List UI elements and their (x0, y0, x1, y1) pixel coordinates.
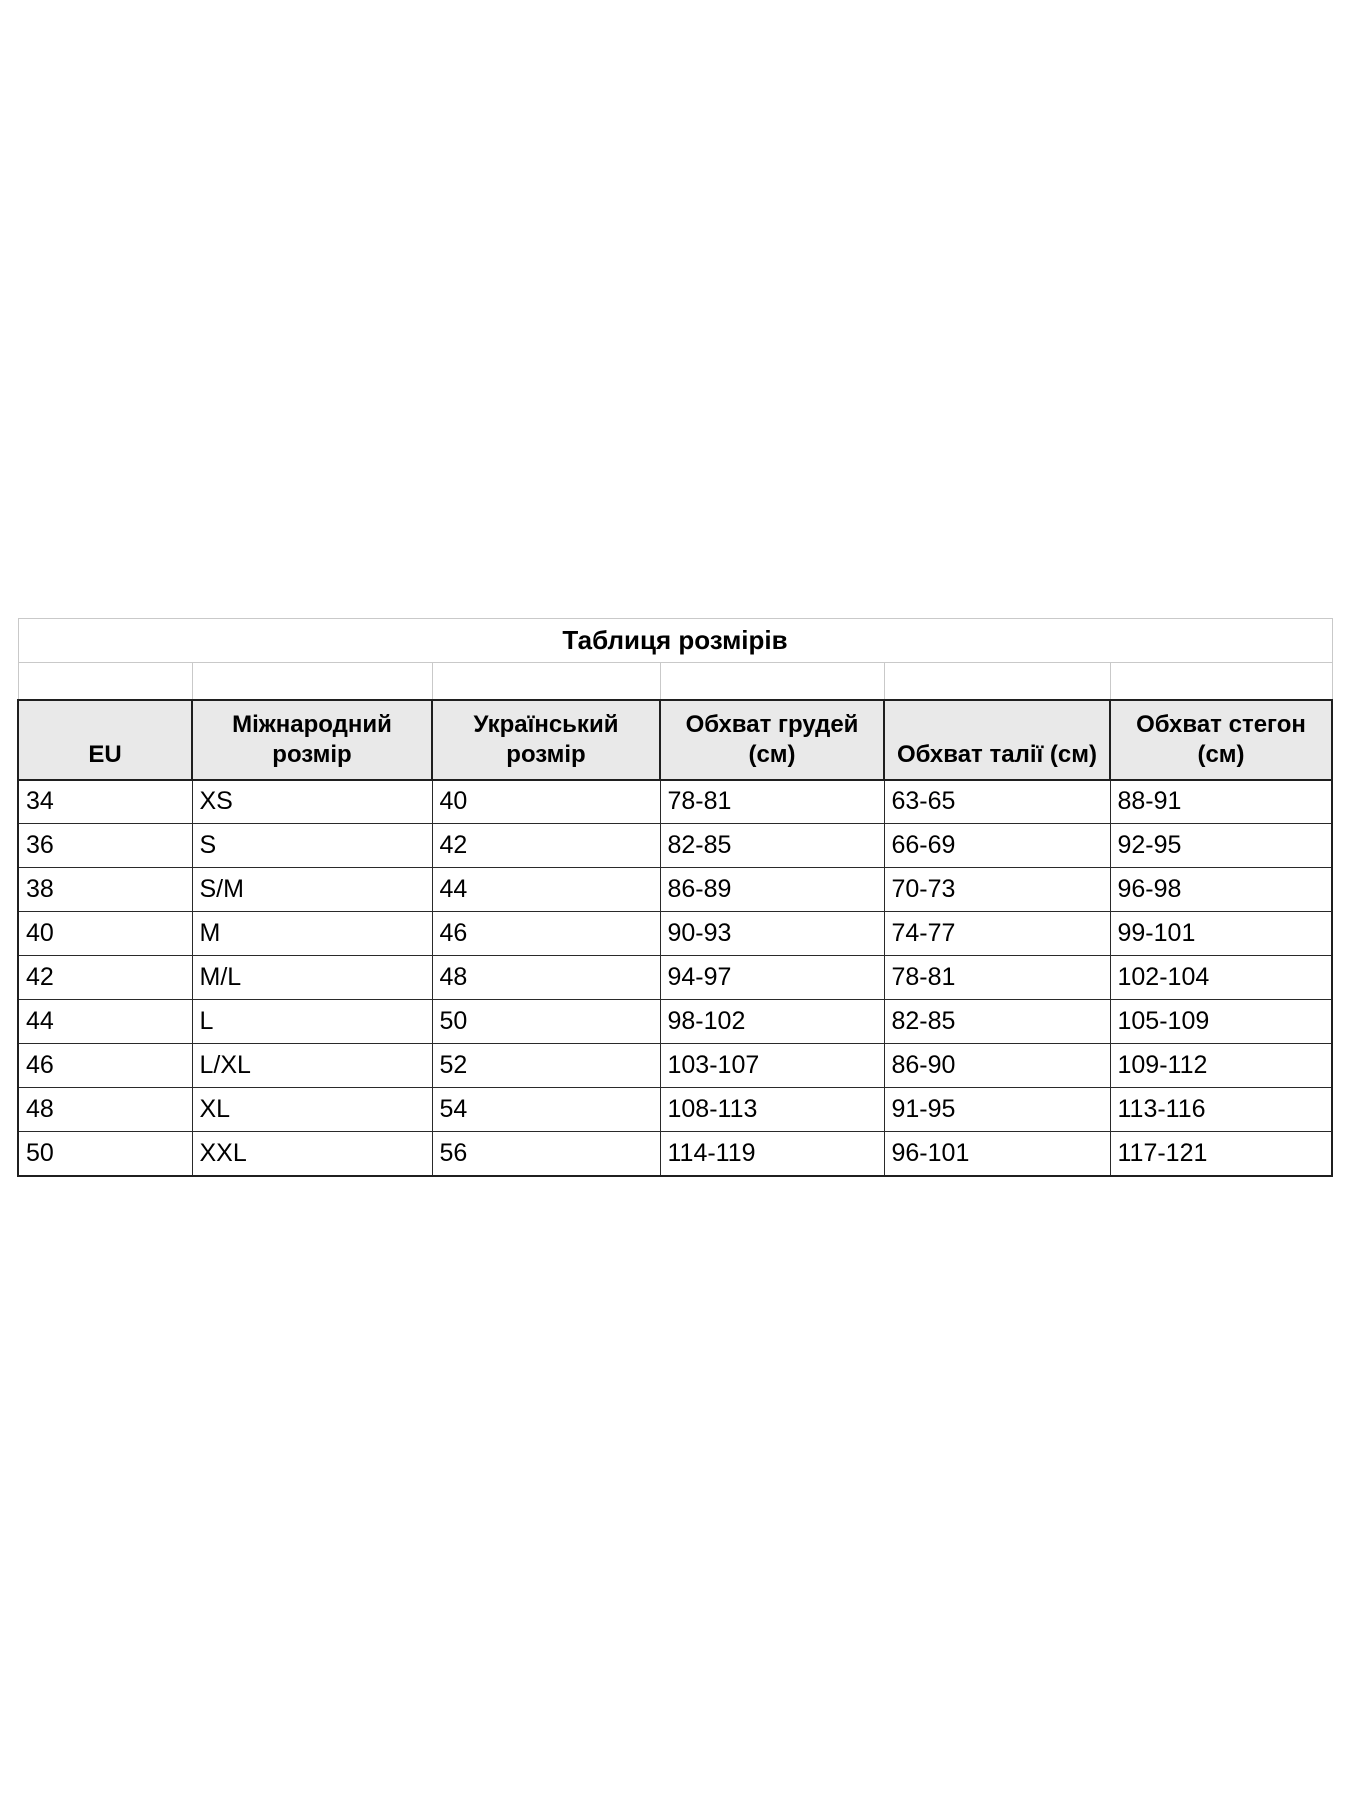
table-cell: 46 (18, 1044, 192, 1088)
table-cell: XL (192, 1088, 432, 1132)
size-table-head (18, 619, 1332, 780)
table-cell: 99-101 (1110, 912, 1332, 956)
column-header-chest: Обхват грудей (см) (660, 700, 884, 780)
size-table (17, 618, 1333, 1177)
column-header-international-size: Міжнародний розмір (192, 700, 432, 780)
table-cell: 46 (432, 912, 660, 956)
spacer-cell (192, 663, 432, 700)
table-cell: 108-113 (660, 1088, 884, 1132)
column-header-waist: Обхват талії (см) (884, 700, 1110, 780)
table-body (18, 780, 1332, 1176)
table-row (18, 824, 1332, 868)
table-row (18, 1000, 1332, 1044)
table-cell: S/M (192, 868, 432, 912)
table-cell: 91-95 (884, 1088, 1110, 1132)
table-cell: 96-98 (1110, 868, 1332, 912)
spacer-cell (432, 663, 660, 700)
column-header-eu: EU (18, 700, 192, 780)
table-cell: M (192, 912, 432, 956)
table-row (18, 1132, 1332, 1176)
table-cell: L/XL (192, 1044, 432, 1088)
table-row (18, 912, 1332, 956)
table-cell: 36 (18, 824, 192, 868)
table-cell: 113-116 (1110, 1088, 1332, 1132)
table-cell: 82-85 (884, 1000, 1110, 1044)
table-cell: S (192, 824, 432, 868)
table-cell: 96-101 (884, 1132, 1110, 1176)
table-cell: 42 (18, 956, 192, 1000)
table-cell: L (192, 1000, 432, 1044)
table-cell: 86-90 (884, 1044, 1110, 1088)
table-cell: 78-81 (884, 956, 1110, 1000)
table-cell: 70-73 (884, 868, 1110, 912)
spacer-cell (1110, 663, 1332, 700)
table-cell: 82-85 (660, 824, 884, 868)
table-cell: XXL (192, 1132, 432, 1176)
table-cell: 40 (18, 912, 192, 956)
table-cell: 109-112 (1110, 1044, 1332, 1088)
spacer-cell (884, 663, 1110, 700)
table-cell: 94-97 (660, 956, 884, 1000)
table-title: Таблиця розмірів (18, 619, 1332, 663)
spacer-row (18, 663, 1332, 700)
table-row (18, 868, 1332, 912)
table-cell: 92-95 (1110, 824, 1332, 868)
table-row (18, 1088, 1332, 1132)
table-cell: 117-121 (1110, 1132, 1332, 1176)
table-cell: 44 (432, 868, 660, 912)
table-cell: 48 (18, 1088, 192, 1132)
table-cell: 56 (432, 1132, 660, 1176)
table-cell: 38 (18, 868, 192, 912)
table-row (18, 956, 1332, 1000)
table-cell: 50 (18, 1132, 192, 1176)
table-cell: 66-69 (884, 824, 1110, 868)
table-cell: 48 (432, 956, 660, 1000)
table-cell: M/L (192, 956, 432, 1000)
column-header-hips: Обхват стегон (см) (1110, 700, 1332, 780)
table-cell: 88-91 (1110, 780, 1332, 824)
table-cell: 74-77 (884, 912, 1110, 956)
table-cell: 50 (432, 1000, 660, 1044)
table-cell: 52 (432, 1044, 660, 1088)
table-cell: 54 (432, 1088, 660, 1132)
title-row (18, 619, 1332, 663)
table-cell: 86-89 (660, 868, 884, 912)
table-row (18, 1044, 1332, 1088)
table-cell: 102-104 (1110, 956, 1332, 1000)
table-cell: XS (192, 780, 432, 824)
table-cell: 34 (18, 780, 192, 824)
header-row (18, 700, 1332, 780)
table-cell: 40 (432, 780, 660, 824)
table-cell: 42 (432, 824, 660, 868)
table-cell: 90-93 (660, 912, 884, 956)
table-row (18, 780, 1332, 824)
table-cell: 78-81 (660, 780, 884, 824)
table-cell: 63-65 (884, 780, 1110, 824)
spacer-cell (660, 663, 884, 700)
column-header-ukrainian-size: Український розмір (432, 700, 660, 780)
table-cell: 44 (18, 1000, 192, 1044)
table-cell: 105-109 (1110, 1000, 1332, 1044)
spacer-cell (18, 663, 192, 700)
table-cell: 114-119 (660, 1132, 884, 1176)
table-cell: 103-107 (660, 1044, 884, 1088)
table-cell: 98-102 (660, 1000, 884, 1044)
